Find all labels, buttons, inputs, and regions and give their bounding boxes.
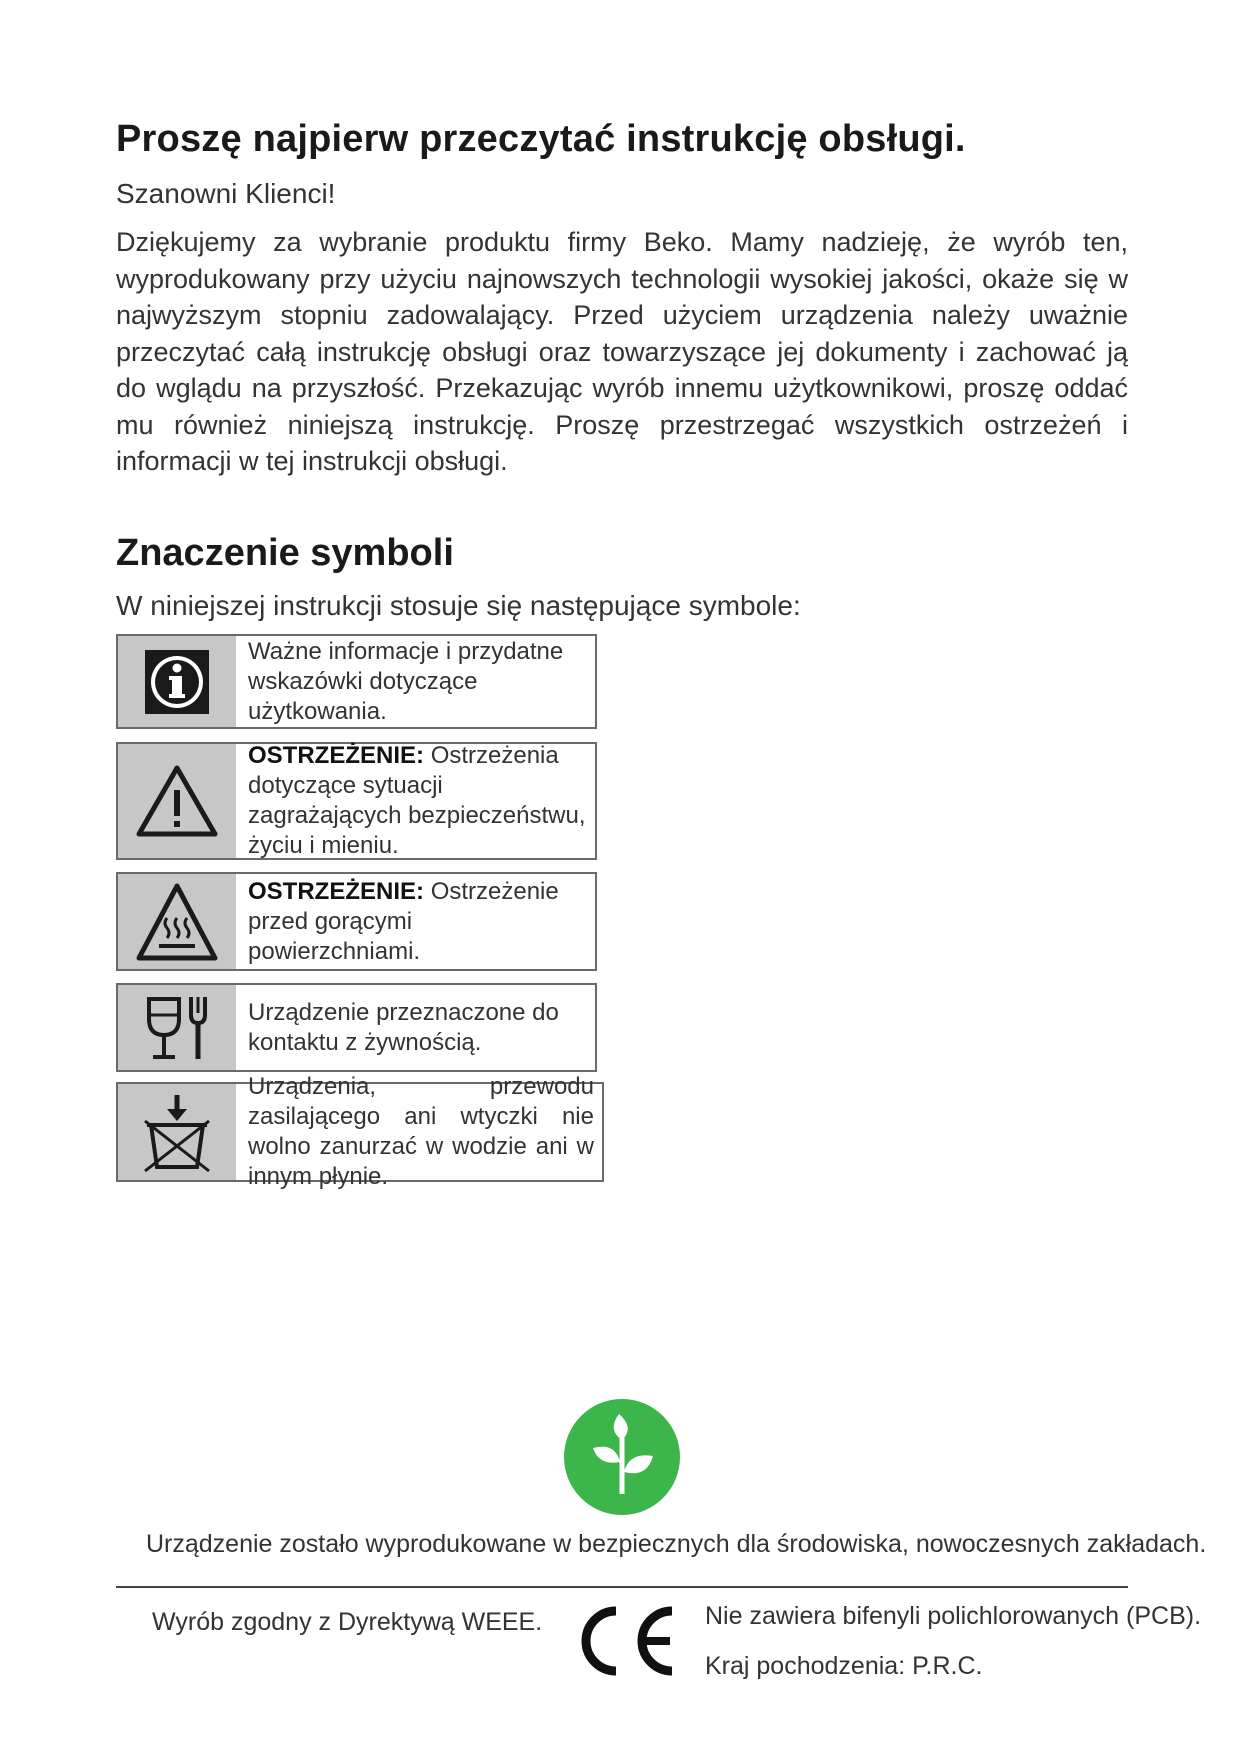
symbol-row-no-immersion — [116, 1073, 604, 1190]
ce-mark-icon — [570, 1603, 680, 1679]
eco-leaf-icon — [563, 1398, 681, 1516]
symbol-warning-label: OSTRZEŻENIE: — [248, 742, 425, 769]
symbol-row-hot-surface — [116, 872, 597, 971]
symbol-hot-label: OSTRZEŻENIE: — [248, 877, 425, 905]
pcb-statement: Nie zawiera bifenyli polichlorowanych (PCB). — [705, 1602, 1202, 1630]
greeting: Szanowni Klienci! — [116, 178, 336, 209]
footer-divider — [116, 1586, 1128, 1588]
symbol-hot-text: Ostrzeżenie przed gorącymi powierzchniami. — [248, 877, 559, 965]
symbol-row-food — [116, 983, 597, 1072]
symbols-heading: Znaczenie symboli — [116, 532, 454, 574]
weee-statement: Wyrób zgodny z Dyrektywą WEEE. — [152, 1608, 543, 1636]
country-of-origin: Kraj pochodzenia: P.R.C. — [705, 1652, 983, 1680]
symbol-row-info — [116, 634, 597, 729]
symbol-warning-text: Ostrzeżenia dotyczące sytuacji zagrażających bezpieczeństwu, życiu i mieniu. — [248, 742, 586, 859]
no-immersion-icon — [118, 1084, 236, 1180]
eco-statement: Urządzenie zostało wyprodukowane w bezpiecznych dla środowiska, nowoczesnych zakładach. — [146, 1530, 1207, 1558]
warning-icon — [118, 744, 236, 858]
symbol-food-text: Urządzenie przeznaczone do kontaktu z żywnością. — [248, 998, 559, 1056]
symbol-row-warning — [116, 742, 597, 860]
symbol-info-text: Ważne informacje i przydatne wskazówki dotyczące użytkowania. — [248, 637, 564, 725]
intro-paragraph: Dziękujemy za wybranie produktu firmy Beko. Mamy nadzieję, że wyrób ten, wyprodukowany przy użyciu najnowszych technologii wysokiej jakości, okaże się w najwyższym stopniu zadowalający. Przed użyciem urządzenia należy uważnie przeczytać całą instrukcję obsługi oraz towarzyszące jej dokumenty i zachować ją do wglądu na przyszłość. Przekazując wyrób innemu użytkownikowi, proszę oddać mu również niniejszą instrukcję. Proszę przestrzegać wszystkich ostrzeżeń i informacji w tej instrukcji obsługi. — [116, 227, 1128, 476]
food-contact-icon — [118, 985, 236, 1070]
symbol-immersion-text: Urządzenia, przewodu zasilającego ani wtyczki nie wolno zanurzać w wodzie ani w innym płynie. — [248, 1073, 594, 1190]
symbols-intro: W niniejszej instrukcji stosuje się następujące symbole: — [116, 590, 801, 621]
page-title: Proszę najpierw przeczytać instrukcję obsługi. — [116, 118, 966, 160]
hot-surface-icon — [118, 874, 236, 969]
info-icon — [118, 636, 236, 727]
